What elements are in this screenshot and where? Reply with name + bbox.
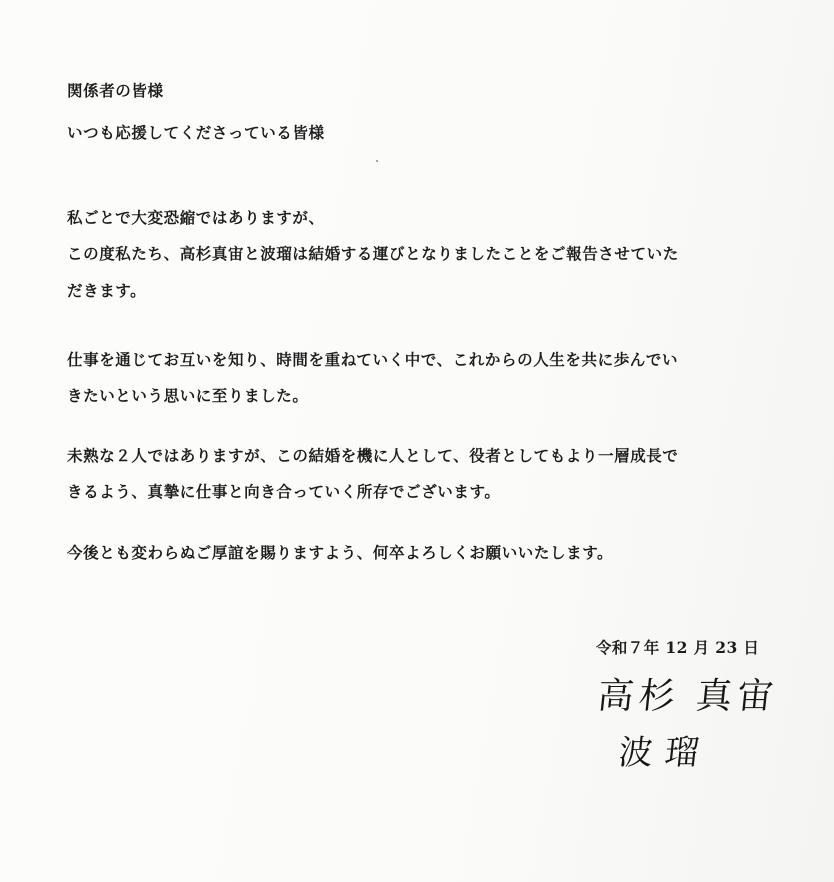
salutation-stakeholders: 関係者の皆様	[67, 81, 164, 100]
body-line: きるよう、真摯に仕事と向き合っていく所存でございます。	[67, 482, 501, 501]
body-line: 未熟な２人ではありますが、この結婚を機に人として、役者としてもより一層成長で	[67, 446, 679, 465]
paper-speck	[376, 160, 378, 162]
signature-takasugi-mahiro: 高杉 真宙	[595, 676, 781, 717]
body-line: 仕事を通じてお互いを知り、時間を重ねていく中で、これからの人生を共に歩んでい	[67, 350, 679, 369]
body-line: この度私たち、高杉真宙と波瑠は結婚する運びとなりましたことをご報告させていた	[67, 244, 679, 263]
body-line: だきます。	[67, 281, 147, 300]
letter-date: 令和７年 12 月 23 日	[596, 638, 760, 657]
body-line: きたいという思いに至りました。	[67, 386, 309, 405]
salutation-supporters: いつも応援してくださっている皆様	[67, 123, 325, 142]
signature-haru: 波瑠	[616, 733, 713, 773]
body-line: 私ごとで大変恐縮ではありますが、	[67, 208, 325, 227]
body-line: 今後とも変わらぬご厚誼を賜りますよう、何卒よろしくお願いいたします。	[67, 543, 614, 562]
